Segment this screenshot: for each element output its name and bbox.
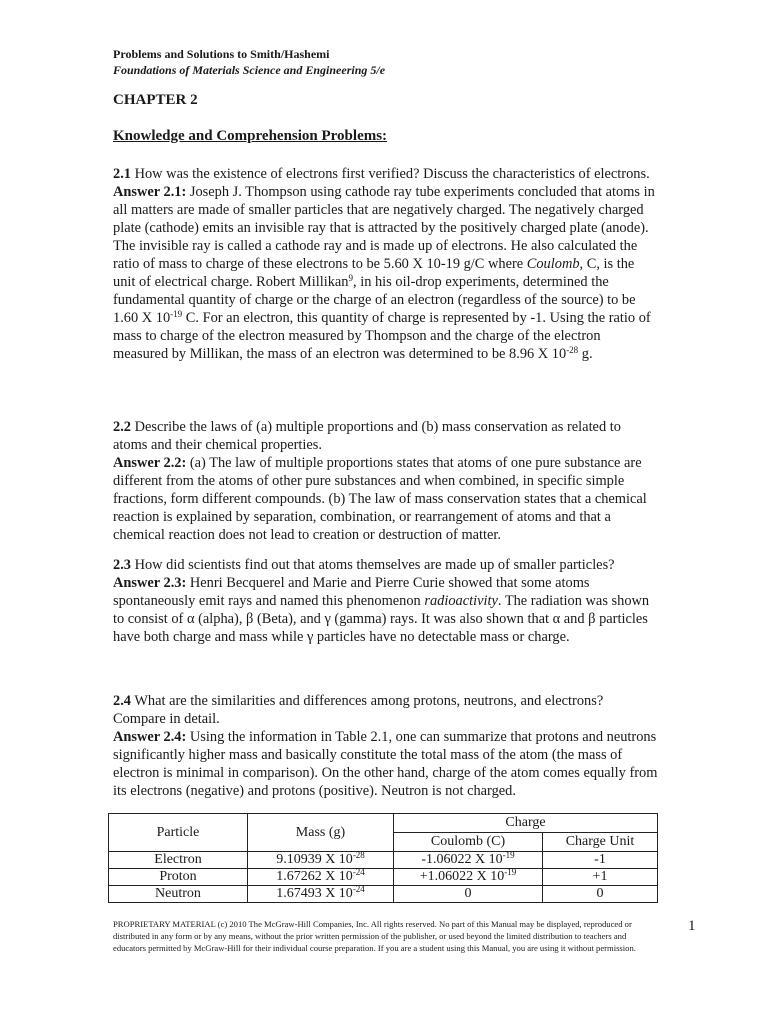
- problem-2-3: [113, 556, 658, 646]
- cell-coulomb: [394, 886, 543, 903]
- cell-particle: Electron: [109, 852, 248, 869]
- problem-2-4: [113, 692, 658, 800]
- answer-text: Joseph J. Thompson using cathode ray tube experiments concluded that atoms in all matters are made of smaller particles that are negatively charged. The negatively charged plate (cathode) emits an invisible ray that is attracted by the positively charged plate (anode). The invisible ray is called a cathode ray and is made up of electrons. He also calculated the ratio of mass to charge of these electrons to be 5.60 X 10-19 g/C where: [113, 184, 655, 272]
- running-header: [113, 46, 385, 78]
- cell-coulomb: [394, 852, 543, 869]
- cell-charge-unit: 0: [543, 886, 658, 903]
- answer-text: (a) The law of multiple proportions states that atoms of one pure substance are different from the atoms of other pure substances and when combined, in specific simple fractions, form different compounds. (b) The law of mass conservation states that a chemical reaction is explained by separation, combination, or rearrangement of atoms and that a chemical reaction does not lead to creation or destruction of matter.: [113, 455, 647, 543]
- answer-text: g.: [578, 346, 593, 362]
- answer-text: Henri Becquerel and Marie and Pierre Curie showed that some atoms spontaneously emit rays and named this phenomenon: [113, 575, 590, 609]
- mass-mantissa: 9.10939 X 10: [276, 852, 353, 867]
- answer-label: Answer 2.4:: [113, 729, 187, 745]
- question-text: How did scientists find out that atoms themselves are made up of smaller particles?: [131, 557, 615, 573]
- exponent: -24: [352, 867, 365, 877]
- question-2-2: [113, 418, 658, 454]
- answer-text: Using the information in Table 2.1, one can summarize that protons and neutrons significantly higher mass and basically constitute the total mass of the atom (the mass of electron is minimal in comparison). On the other hand, charge of the atom comes equally from its electrons (negative) and protons (positive). Neutron is not charged.: [113, 729, 658, 799]
- answer-text: C. For an electron, this quantity of charge is represented by -1. Using the ratio of mass to charge of the electron measured by Thompson and the charge of the electron measured by Millikan, the mass of an electron was determined to be 8.96 X 10: [113, 310, 651, 362]
- table-row: [109, 869, 658, 886]
- answer-2-1: [113, 183, 658, 363]
- cell-mass: [248, 852, 394, 869]
- footnote-reference: 9: [348, 273, 353, 283]
- cell-charge-unit: -1: [543, 852, 658, 869]
- answer-italic-term: radioactivity: [424, 593, 498, 609]
- copyright-footer: PROPRIETARY MATERIAL (c) 2010 The McGraw-Hill Companies, Inc. All rights reserved. No part of this Manual may be displayed, reproduced or distributed in any form or by any means, without the prior written permission of the publisher, or used beyond the limited distribution to teachers and educators permitted by McGraw-Hill for their individual course preparation. If you are a student using this Manual, you are using it without permission.: [113, 919, 636, 953]
- question-number: 2.3: [113, 557, 131, 573]
- answer-italic-term: Coulomb: [526, 256, 580, 272]
- exponent: -19: [170, 309, 183, 319]
- question-2-1: [113, 165, 658, 183]
- exponent: -28: [352, 850, 365, 860]
- table-row: [109, 886, 658, 903]
- answer-2-2: [113, 454, 658, 544]
- header-charge-unit: Charge Unit: [543, 833, 658, 852]
- problem-2-2: [113, 418, 658, 544]
- question-2-3: [113, 556, 658, 574]
- coulomb-mantissa: 0: [464, 886, 472, 901]
- cell-charge-unit: +1: [543, 869, 658, 886]
- page-number: 1: [688, 918, 696, 934]
- cell-mass: [248, 886, 394, 903]
- question-text: How was the existence of electrons first verified? Discuss the characteristics of electrons.: [131, 166, 650, 182]
- header-title: Problems and Solutions to Smith/Hashemi: [113, 47, 330, 61]
- header-charge: Charge: [394, 814, 658, 833]
- header-book-title: Foundations of Materials Science and Engineering 5/e: [113, 63, 386, 77]
- answer-label: Answer 2.2:: [113, 455, 187, 471]
- question-2-4: [113, 692, 658, 728]
- cell-coulomb: [394, 869, 543, 886]
- answer-2-4: [113, 728, 658, 800]
- mass-mantissa: 1.67493 X 10: [276, 886, 353, 901]
- question-number: 2.2: [113, 419, 131, 435]
- table-header-row: [109, 814, 658, 833]
- exponent: -19: [504, 867, 517, 877]
- answer-2-3: [113, 574, 658, 646]
- table-row: [109, 852, 658, 869]
- problem-2-1: [113, 165, 658, 363]
- section-heading: Knowledge and Comprehension Problems:: [113, 128, 388, 144]
- cell-particle: Neutron: [109, 886, 248, 903]
- exponent: -24: [352, 884, 365, 894]
- chapter-heading: CHAPTER 2: [113, 92, 198, 108]
- answer-label: Answer 2.3:: [113, 575, 187, 591]
- question-text: What are the similarities and differences among protons, neutrons, and electrons? Compare in detail.: [113, 693, 604, 727]
- question-text: Describe the laws of (a) multiple proportions and (b) mass conservation as related to atoms and their chemical properties.: [113, 419, 621, 453]
- answer-text: . The radiation was shown to consist of α (alpha), β (Beta), and γ (gamma) rays. It was also shown that α and β particles have both charge and mass while γ particles have no detectable mass or charge.: [113, 593, 650, 645]
- answer-text: , C, is the unit of electrical charge. Robert Millikan: [113, 256, 635, 290]
- header-coulomb: Coulomb (C): [394, 833, 543, 852]
- particle-table: [108, 813, 658, 903]
- header-particle: Particle: [109, 814, 248, 852]
- answer-text: , in his oil-drop experiments, determined the fundamental quantity of charge or the charge of an electron (regardless of the source) to be 1.60 X 10: [113, 274, 636, 326]
- coulomb-mantissa: -1.06022 X 10: [421, 852, 503, 867]
- coulomb-mantissa: +1.06022 X 10: [419, 869, 505, 884]
- exponent: -28: [566, 345, 579, 355]
- cell-particle: Proton: [109, 869, 248, 886]
- question-number: 2.1: [113, 166, 131, 182]
- question-number: 2.4: [113, 693, 131, 709]
- exponent: -19: [502, 850, 515, 860]
- answer-label: Answer 2.1:: [113, 184, 187, 200]
- mass-mantissa: 1.67262 X 10: [276, 869, 353, 884]
- cell-mass: [248, 869, 394, 886]
- header-mass: Mass (g): [248, 814, 394, 852]
